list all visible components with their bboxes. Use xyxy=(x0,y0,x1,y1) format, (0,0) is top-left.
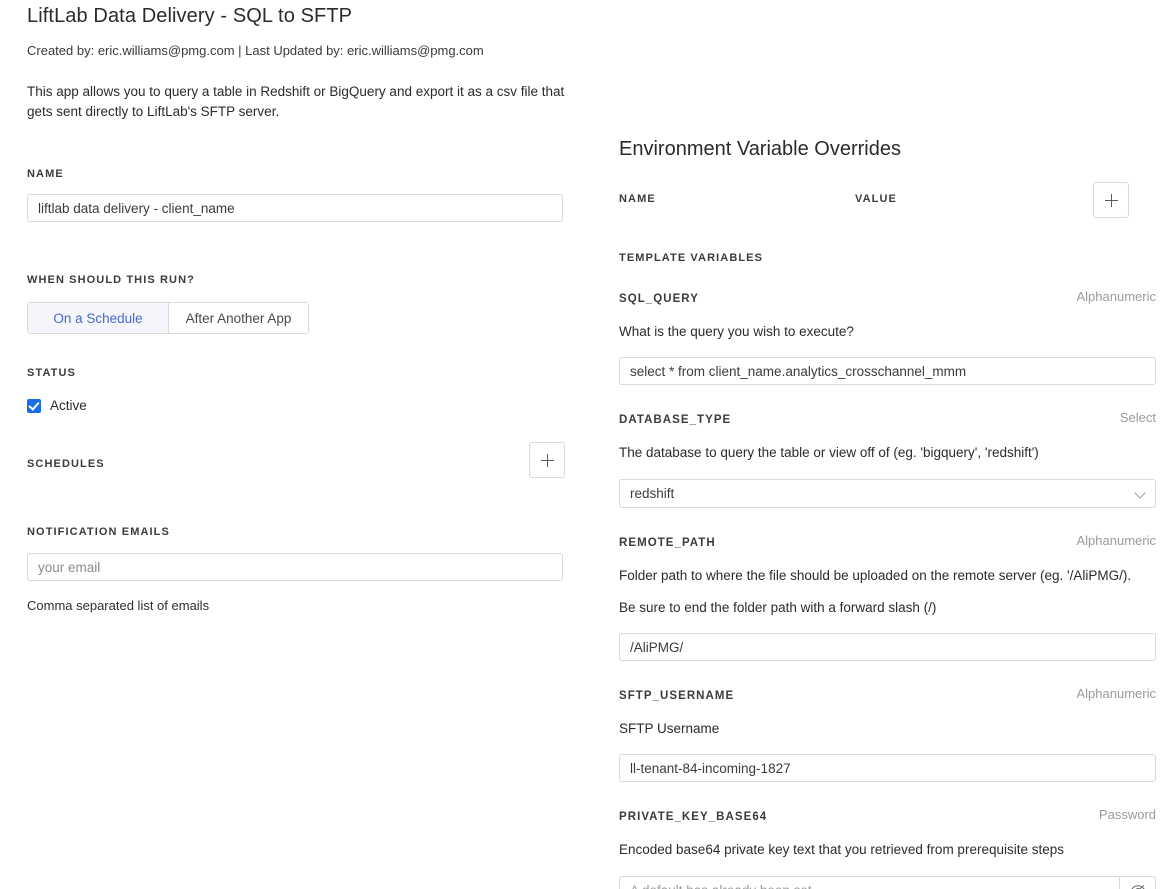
variable-description: Folder path to where the file should be uploaded on the remote server (eg. '/AliPMG/). xyxy=(619,567,1132,583)
byline: Created by: eric.williams@pmg.com | Last Updated by: eric.williams@pmg.com xyxy=(27,43,484,58)
when-run-group xyxy=(27,270,587,334)
variable-type: Alphanumeric xyxy=(1076,686,1156,701)
variable-remote-path xyxy=(619,533,1156,662)
env-column-value: VALUE xyxy=(855,193,897,205)
name-label: NAME xyxy=(27,168,64,181)
variable-description: SFTP Username xyxy=(619,721,720,736)
run-mode-segmented-control[interactable] xyxy=(27,302,309,334)
variable-description-2: Be sure to end the folder path with a forward slash (/) xyxy=(619,599,937,615)
notification-emails-label: NOTIFICATION EMAILS xyxy=(27,526,170,539)
left-panel xyxy=(27,0,587,613)
active-checkbox-row[interactable] xyxy=(27,398,587,413)
page-title: LiftLab Data Delivery - SQL to SFTP xyxy=(27,5,353,27)
notification-emails-input[interactable] xyxy=(27,553,563,581)
schedules-label: SCHEDULES xyxy=(27,458,105,471)
template-variables-label: TEMPLATE VARIABLES xyxy=(619,252,764,264)
remote-path-input[interactable] xyxy=(619,633,1156,661)
schedules-group xyxy=(27,454,587,494)
toggle-password-visibility-button[interactable] xyxy=(1119,876,1156,889)
variable-name: SQL_QUERY xyxy=(619,293,699,305)
variable-header xyxy=(619,686,1156,702)
variable-type: Alphanumeric xyxy=(1076,289,1156,304)
variable-private-key-base64 xyxy=(619,807,1156,889)
plus-icon xyxy=(541,454,554,467)
variable-name: PRIVATE_KEY_BASE64 xyxy=(619,811,768,824)
chevron-down-icon xyxy=(1136,489,1145,498)
add-env-variable-button[interactable] xyxy=(1093,182,1129,218)
right-panel xyxy=(619,0,1156,889)
when-run-label: WHEN SHOULD THIS RUN? xyxy=(27,274,195,287)
variable-header xyxy=(619,410,1156,426)
segment-on-a-schedule[interactable]: On a Schedule xyxy=(28,303,169,333)
add-schedule-button[interactable] xyxy=(529,442,565,478)
sftp-username-input[interactable] xyxy=(619,754,1156,782)
segment-after-another-app[interactable]: After Another App xyxy=(169,303,308,333)
sql-query-input[interactable] xyxy=(619,357,1156,385)
notification-emails-help: Comma separated list of emails xyxy=(27,598,210,614)
variable-header xyxy=(619,289,1156,305)
env-overrides-title: Environment Variable Overrides xyxy=(619,138,901,160)
app-description: This app allows you to query a table in Redshift or BigQuery and export it as a csv file that gets sent directly to LiftLab's SFTP server. xyxy=(27,84,565,119)
variable-description: The database to query the table or view off of (eg. 'bigquery', 'redshift') xyxy=(619,445,1039,461)
plus-icon xyxy=(1105,194,1118,207)
env-overrides-header xyxy=(619,188,1156,226)
status-label: STATUS xyxy=(27,367,76,380)
variable-name: SFTP_USERNAME xyxy=(619,690,735,702)
name-field-group xyxy=(27,164,587,222)
variable-description: What is the query you wish to execute? xyxy=(619,324,854,339)
notification-emails-group xyxy=(27,522,587,613)
private-key-input[interactable] xyxy=(619,876,1119,889)
database-type-select[interactable]: redshift xyxy=(619,479,1156,508)
variable-sftp-username xyxy=(619,686,1156,782)
name-input[interactable] xyxy=(27,194,563,222)
variable-type: Password xyxy=(1098,807,1156,823)
variable-name: DATABASE_TYPE xyxy=(619,414,732,427)
variable-name: REMOTE_PATH xyxy=(619,536,716,549)
env-column-name: NAME xyxy=(619,193,656,205)
variable-sql-query xyxy=(619,289,1156,385)
variable-header xyxy=(619,533,1156,549)
variable-database-type xyxy=(619,410,1156,507)
eye-slash-icon xyxy=(1130,884,1146,889)
variable-type: Alphanumeric xyxy=(1076,532,1156,548)
active-checkbox-label: Active xyxy=(50,398,87,414)
variable-type: Select xyxy=(1119,410,1156,426)
active-checkbox[interactable] xyxy=(27,399,41,413)
variable-header xyxy=(619,807,1156,823)
database-type-select-wrap xyxy=(619,479,1156,508)
status-group xyxy=(27,363,587,413)
variable-description: Encoded base64 private key text that you retrieved from prerequisite steps xyxy=(619,842,1064,858)
private-key-input-group xyxy=(619,876,1156,889)
